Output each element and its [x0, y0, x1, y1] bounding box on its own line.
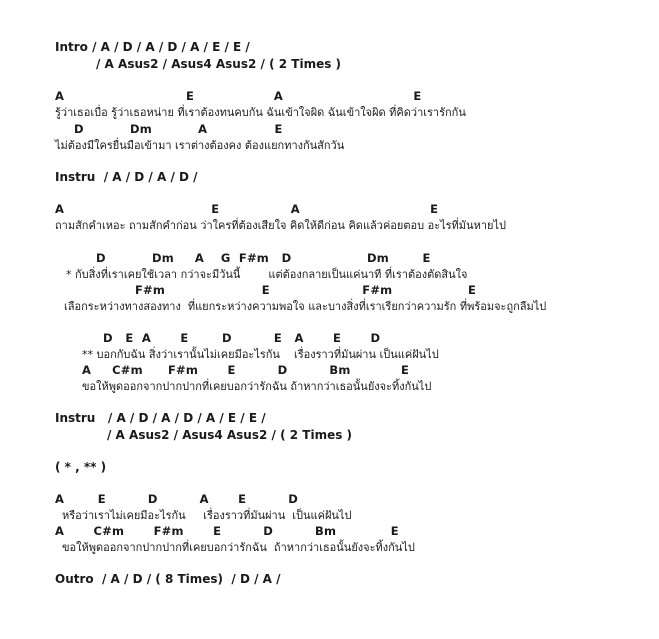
instru-line-1: Instru / A / D / A / D / [55, 170, 198, 184]
ending-chords-1: A E D A E D [55, 492, 298, 506]
chorus2-lyric-2: ขอให้พูดออกจากปากปากที่เคยบอกว่ารักฉัน ถ้าหากว่าเธอนั้นยังจะทิ้งกันไป [82, 380, 432, 393]
chorus1-lyric-2: เลือกระหว่างทางสองทาง ที่แยกระหว่างความพอใจ และบางสิ่งที่เราเรียกว่าความรัก ที่พร้อมจะถูกลืมไป [64, 300, 547, 313]
verse2-lyric-1: ถามสักคำเหอะ ถามสักคำก่อน ว่าใครที่ต้องเสียใจ คิดให้ดีก่อน คิดแล้วค่อยตอบ อะไรที่มันหายไป [55, 219, 506, 232]
outro-line: Outro / A / D / ( 8 Times) / D / A / [55, 572, 281, 586]
verse1-lyric-1: รู้ว่าเธอเบื่อ รู้ว่าเธอหน่าย ที่เราต้องทนคบกัน ฉันเข้าใจผิด ฉันเข้าใจผิด ที่คิดว่าเรารักกัน [55, 106, 466, 119]
ending-lyric-2: ขอให้พูดออกจากปากปากที่เคยบอกว่ารักฉัน ถ้าหากว่าเธอนั้นยังจะทิ้งกันไป [62, 541, 415, 554]
instru-line-2a: Instru / A / D / A / D / A / E / E / [55, 411, 266, 425]
ending-lyric-1: หรือว่าเราไม่เคยมีอะไรกัน เรื่องราวที่มันผ่าน เป็นแค่ฝันไป [62, 509, 352, 522]
verse1-chords-2: D Dm A E [74, 122, 283, 136]
verse1-lyric-2: ไม่ต้องมีใครยื่นมือเข้ามา เราต่างต้องคง ต้องแยกทางกันสักวัน [55, 139, 345, 152]
verse2-chords-1: A E A E [55, 202, 439, 216]
ending-chords-2: A C#m F#m E D Bm E [55, 524, 399, 538]
chorus1-chords-1: D Dm A G F#m D Dm E [96, 251, 431, 265]
chorus1-chords-2: F#m E F#m E [135, 283, 477, 297]
intro-line-1: Intro / A / D / A / D / A / E / E / [55, 40, 250, 54]
intro-line-2: / A Asus2 / Asus4 Asus2 / ( 2 Times ) [96, 57, 342, 71]
repeat-marker: ( * , ** ) [55, 460, 107, 474]
verse1-chords-1: A E A E [55, 89, 422, 103]
chorus1-lyric-1: * กับสิ่งที่เราเคยใช้เวลา กว่าจะมีวันนี้ แต่ต้องกลายเป็นแค่นาที ที่เราต้องตัดสินใจ [66, 268, 468, 281]
chorus2-chords-2: A C#m F#m E D Bm E [82, 363, 410, 377]
chorus2-lyric-1: ** บอกกับฉัน สิ่งว่าเรานั้นไม่เคยมีอะไรกัน เรื่องราวที่มันผ่าน เป็นแค่ฝันไป [82, 348, 439, 361]
instru-line-2b: / A Asus2 / Asus4 Asus2 / ( 2 Times ) [107, 428, 353, 442]
chorus2-chords-1: D E A E D E A E D [103, 331, 381, 345]
